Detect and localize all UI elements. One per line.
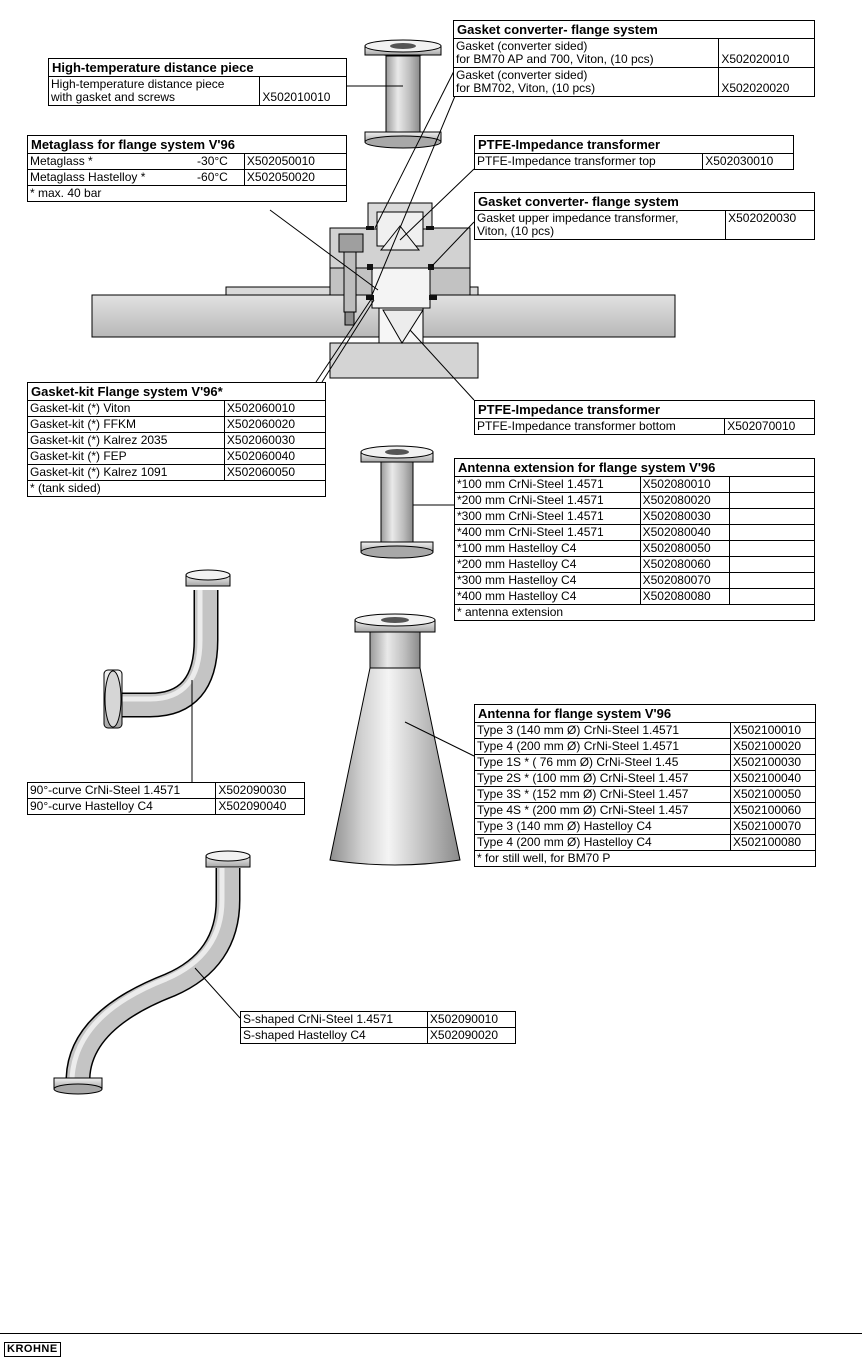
table-title: Metaglass for flange system V'96 (28, 136, 347, 154)
description-line: Gasket (converter sided) (456, 39, 588, 53)
table-row (455, 493, 815, 509)
part-label: Gasket-kit (*) FEP (28, 449, 225, 465)
part-label: Gasket-kit (*) Kalrez 1091 (28, 465, 225, 481)
part-label: Type 4 (200 mm Ø) Hastelloy C4 (475, 835, 731, 851)
part-number: X502060030 (224, 433, 325, 449)
part-number: X502080060 (640, 557, 729, 573)
gasket-kit-table (27, 382, 326, 497)
part-number: X502060040 (224, 449, 325, 465)
gasket-upper-table (474, 192, 815, 240)
empty-cell (730, 589, 815, 605)
table-row (455, 477, 815, 493)
part-label: PTFE-Impedance transformer top (475, 154, 703, 170)
part-label: Metaglass * (28, 154, 196, 170)
part-label: Type 3 (140 mm Ø) Hastelloy C4 (475, 819, 731, 835)
part-number: X502060050 (224, 465, 325, 481)
table-row (28, 449, 326, 465)
empty-cell (730, 477, 815, 493)
table-row (28, 401, 326, 417)
part-number: X502080050 (640, 541, 729, 557)
table-row (455, 557, 815, 573)
table-row (475, 419, 815, 435)
table-row (28, 465, 326, 481)
part-number: X502060010 (224, 401, 325, 417)
part-description (49, 77, 260, 106)
table-row (28, 154, 347, 170)
part-label: Metaglass Hastelloy * (28, 170, 196, 186)
part-number: X502070010 (725, 419, 815, 435)
empty-cell (730, 573, 815, 589)
part-number: X502080010 (640, 477, 729, 493)
description-line: Gasket (converter sided) (456, 68, 588, 82)
description-line: with gasket and screws (51, 90, 176, 104)
part-number: X502100040 (731, 771, 816, 787)
table-title: Antenna extension for flange system V'96 (455, 459, 815, 477)
metaglass-table (27, 135, 347, 202)
part-description (454, 68, 719, 97)
part-number: X502030010 (703, 154, 794, 170)
part-label: *200 mm CrNi-Steel 1.4571 (455, 493, 641, 509)
part-number: X502080030 (640, 509, 729, 525)
empty-cell (730, 493, 815, 509)
table-row (475, 755, 816, 771)
part-number: X502090010 (427, 1012, 515, 1028)
table-row (475, 787, 816, 803)
empty-cell (730, 557, 815, 573)
part-label: Gasket-kit (*) Kalrez 2035 (28, 433, 225, 449)
part-label: *400 mm Hastelloy C4 (455, 589, 641, 605)
description-line: Gasket upper impedance transformer, (477, 211, 679, 225)
temperature: -60°C (195, 170, 244, 186)
table-row (28, 783, 305, 799)
table-title: Gasket converter- flange system (454, 21, 815, 39)
part-number: X502100050 (731, 787, 816, 803)
part-label: *300 mm Hastelloy C4 (455, 573, 641, 589)
table-row (475, 771, 816, 787)
table-row (475, 723, 816, 739)
part-number: X502080080 (640, 589, 729, 605)
gasket-converter-table (453, 20, 815, 97)
part-number: X502020010 (719, 39, 815, 68)
table-title: Gasket-kit Flange system V'96* (28, 383, 326, 401)
antenna-table (474, 704, 816, 867)
part-number: X502010010 (260, 77, 347, 106)
part-label: *400 mm CrNi-Steel 1.4571 (455, 525, 641, 541)
part-label: *200 mm Hastelloy C4 (455, 557, 641, 573)
table-row (455, 509, 815, 525)
part-number: X502020020 (719, 68, 815, 97)
table-title: Antenna for flange system V'96 (475, 705, 816, 723)
part-number: X502050010 (244, 154, 346, 170)
description-line: for BM70 AP and 700, Viton, (10 pcs) (456, 52, 654, 66)
part-number: X502090020 (427, 1028, 515, 1044)
s-shaped-drawing (54, 851, 250, 1094)
part-label: *100 mm CrNi-Steel 1.4571 (455, 477, 641, 493)
temperature: -30°C (195, 154, 244, 170)
table-row (28, 433, 326, 449)
part-number: X502080020 (640, 493, 729, 509)
part-number: X502100060 (731, 803, 816, 819)
table-row (475, 803, 816, 819)
part-number: X502100070 (731, 819, 816, 835)
description-line: Viton, (10 pcs) (477, 224, 555, 238)
table-row (241, 1028, 516, 1044)
part-number: X502090030 (216, 783, 305, 799)
part-number: X502100020 (731, 739, 816, 755)
part-label: S-shaped CrNi-Steel 1.4571 (241, 1012, 428, 1028)
curve-90-table (27, 782, 305, 815)
antenna-extension-drawing (361, 446, 433, 558)
table-title: PTFE-Impedance transformer (475, 136, 794, 154)
part-label: 90°-curve Hastelloy C4 (28, 799, 216, 815)
part-label: Gasket-kit (*) Viton (28, 401, 225, 417)
part-label: Type 2S * (100 mm Ø) CrNi-Steel 1.457 (475, 771, 731, 787)
ptfe-bottom-table (474, 400, 815, 435)
distance-piece-drawing (365, 40, 441, 148)
curve-90-drawing (104, 570, 230, 728)
table-row (455, 541, 815, 557)
part-number: X502100030 (731, 755, 816, 771)
table-note: * for still well, for BM70 P (475, 851, 816, 867)
table-note: * max. 40 bar (28, 186, 347, 202)
table-row (28, 799, 305, 815)
table-row (28, 170, 347, 186)
part-number: X502080040 (640, 525, 729, 541)
part-label: Type 1S * ( 76 mm Ø) CrNi-Steel 1.45 (475, 755, 731, 771)
part-label: Type 3S * (152 mm Ø) CrNi-Steel 1.457 (475, 787, 731, 803)
part-number: X502060020 (224, 417, 325, 433)
table-title: PTFE-Impedance transformer (475, 401, 815, 419)
table-row (475, 835, 816, 851)
part-number: X502100010 (731, 723, 816, 739)
table-note: * (tank sided) (28, 481, 326, 497)
table-row (28, 417, 326, 433)
part-label: S-shaped Hastelloy C4 (241, 1028, 428, 1044)
part-label: PTFE-Impedance transformer bottom (475, 419, 725, 435)
part-label: Gasket-kit (*) FFKM (28, 417, 225, 433)
table-row (475, 819, 816, 835)
part-label: *100 mm Hastelloy C4 (455, 541, 641, 557)
ptfe-top-table (474, 135, 794, 170)
part-label: 90°-curve CrNi-Steel 1.4571 (28, 783, 216, 799)
table-note: * antenna extension (455, 605, 815, 621)
description-line: for BM702, Viton, (10 pcs) (456, 81, 596, 95)
table-row (475, 739, 816, 755)
part-label: Type 4 (200 mm Ø) CrNi-Steel 1.4571 (475, 739, 731, 755)
part-number: X502100080 (731, 835, 816, 851)
part-label: *300 mm CrNi-Steel 1.4571 (455, 509, 641, 525)
part-label: Type 3 (140 mm Ø) CrNi-Steel 1.4571 (475, 723, 731, 739)
part-description (454, 39, 719, 68)
empty-cell (730, 509, 815, 525)
table-row (241, 1012, 516, 1028)
krohne-logo: KROHNE (4, 1342, 61, 1357)
part-label: Type 4S * (200 mm Ø) CrNi-Steel 1.457 (475, 803, 731, 819)
part-number: X502090040 (216, 799, 305, 815)
table-row (455, 525, 815, 541)
antenna-extension-table (454, 458, 815, 621)
part-number: X502020030 (726, 211, 815, 240)
table-title: Gasket converter- flange system (475, 193, 815, 211)
footer-rule (0, 1333, 862, 1334)
table-row (455, 589, 815, 605)
table-title: High-temperature distance piece (49, 59, 347, 77)
description-line: High-temperature distance piece (51, 77, 225, 91)
ht-distance-piece-table (48, 58, 347, 106)
empty-cell (730, 525, 815, 541)
table-row (455, 573, 815, 589)
part-number: X502080070 (640, 573, 729, 589)
part-description (475, 211, 726, 240)
empty-cell (730, 541, 815, 557)
table-row (475, 154, 794, 170)
part-number: X502050020 (244, 170, 346, 186)
s-shaped-table (240, 1011, 516, 1044)
